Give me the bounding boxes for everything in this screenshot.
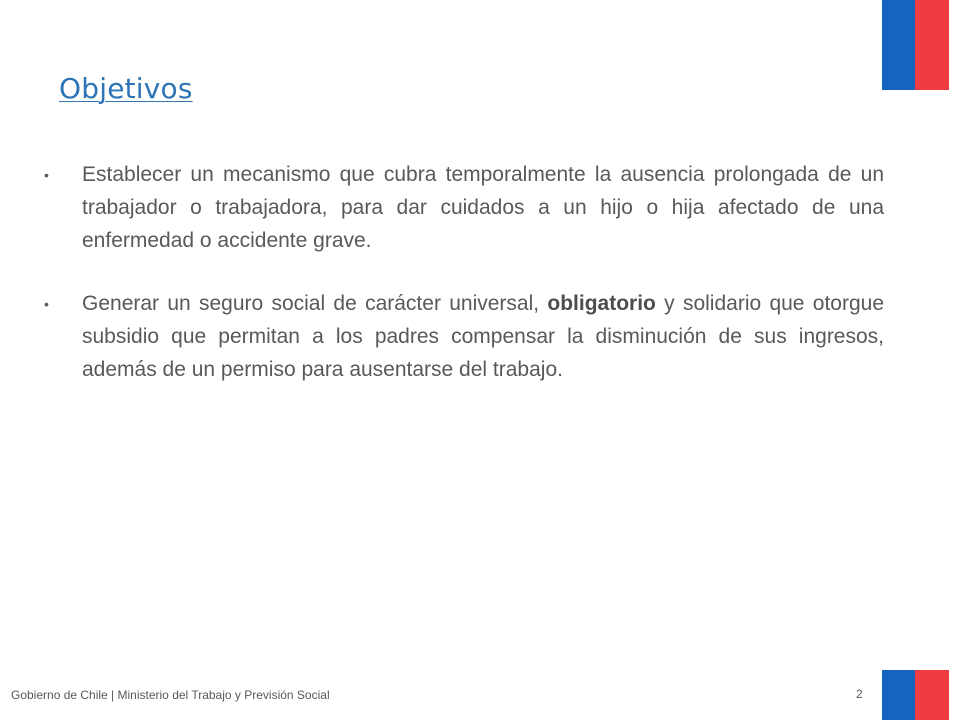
bullet-icon: •: [44, 296, 49, 312]
bullet-text-bold: obligatorio: [547, 292, 656, 315]
bullet-text: Establecer un mecanismo que cubra temporalmente la ausencia prolongada de un trabajador o trabajadora, para dar cuidados a un hijo o hija afectado de una enfermedad o accidente grave.: [82, 163, 884, 252]
flag-blue-bar: [882, 670, 915, 720]
flag-red-bar: [915, 670, 949, 720]
footer-text: Gobierno de Chile | Ministerio del Trabajo y Previsión Social: [11, 688, 330, 702]
flag-stripe-bottom: [882, 670, 949, 720]
bullet-list: [44, 158, 884, 416]
slide-title: Objetivos: [59, 72, 193, 105]
bullet-text-start: Generar un seguro social de carácter universal,: [82, 292, 548, 315]
bullet-item: [44, 158, 884, 257]
flag-stripe-top: [882, 0, 949, 90]
page-number: 2: [856, 687, 863, 701]
flag-blue-bar: [882, 0, 915, 90]
flag-red-bar: [915, 0, 949, 90]
bullet-item: [44, 287, 884, 386]
bullet-text-end: y solidario que otorgue subsidio que permitan a los padres compensar la disminución de sus ingresos, además de un permiso para ausentarse del trabajo.: [82, 292, 884, 381]
bullet-icon: •: [44, 167, 49, 183]
bullet-text: [82, 287, 884, 386]
